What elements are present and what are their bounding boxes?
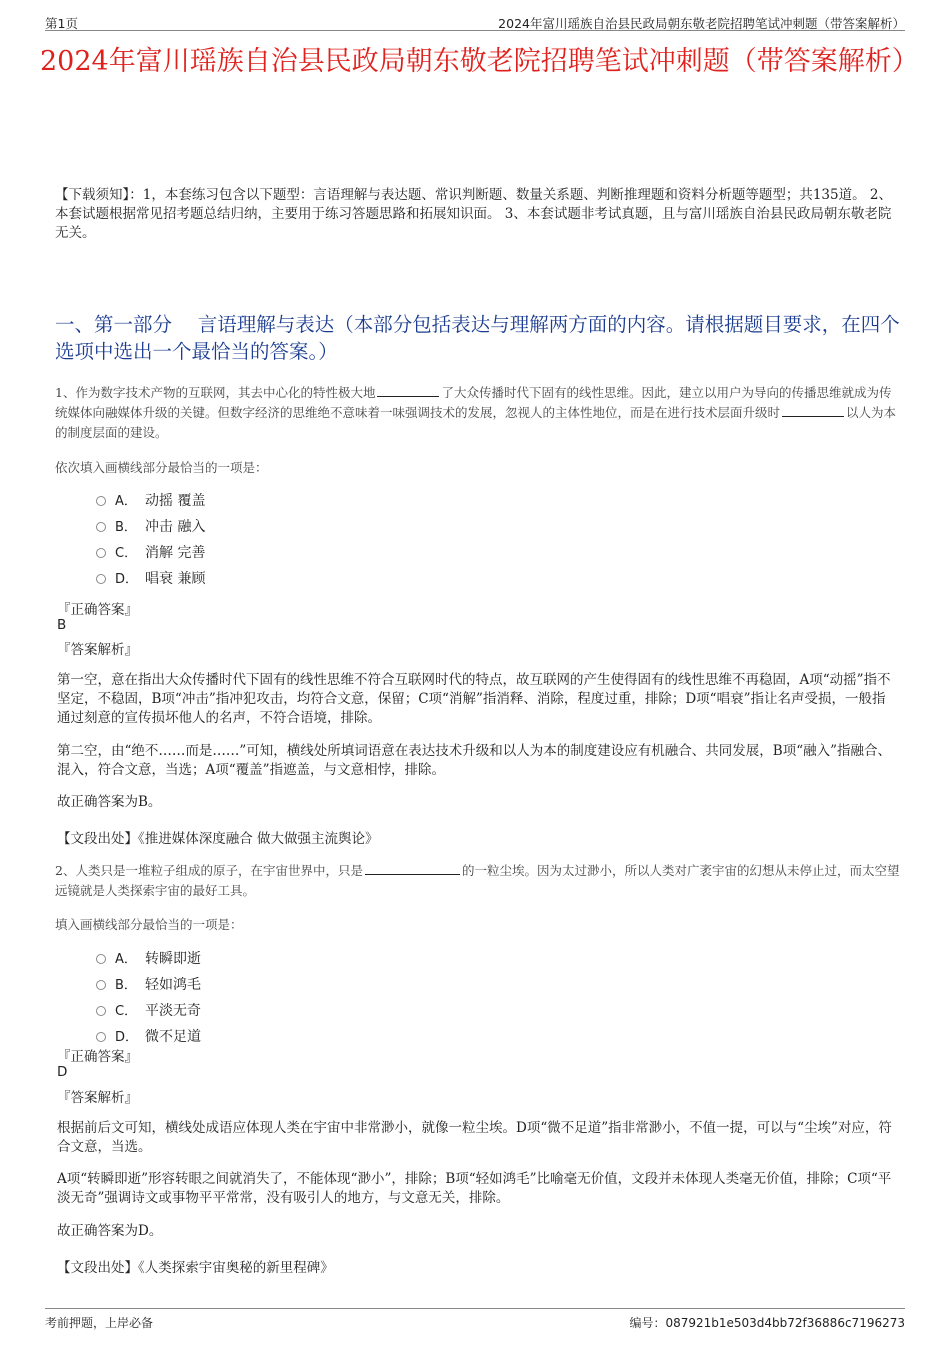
q2-option-b[interactable]: B． 轻如鸿毛 (96, 975, 201, 995)
q2-analysis-label: 『答案解析』 (57, 1090, 138, 1106)
q2-analysis-conclusion: 故正确答案为D。 (57, 1223, 163, 1239)
q1-option-a[interactable]: A． 动摇 覆盖 (96, 491, 205, 511)
page-number: 第1页 (45, 16, 78, 31)
radio-icon[interactable] (96, 980, 106, 990)
radio-icon[interactable] (96, 574, 106, 584)
question-1-stem (55, 383, 900, 443)
q1-stem-part-b: 了大众传播时代下固有的线性思维。因此，建立以用户为导向的传播思维就成为传统媒体向融媒体升级的关键。但数字经济的思维绝不意味着一味强调技术的发展，忽视人的主体性地位，而是在进行技术层面升级时 (55, 385, 892, 420)
q1-stem-part-a: 1、作为数字技术产物的互联网，其去中心化的特性极大地 (55, 385, 376, 400)
q2-analysis-para-1: 根据前后文可知，横线处成语应体现人类在宇宙中非常渺小，就像一粒尘埃。D项“微不足道”指非常渺小，不值一提，可以与“尘埃”对应，符合文意，当选。 (57, 1120, 892, 1155)
radio-icon[interactable] (96, 1006, 106, 1016)
radio-icon[interactable] (96, 954, 106, 964)
header-title: 2024年富川瑶族自治县民政局朝东敬老院招聘笔试冲刺题（带答案解析） (498, 16, 905, 31)
radio-icon[interactable] (96, 496, 106, 506)
q2-option-c[interactable]: C． 平淡无奇 (96, 1001, 201, 1021)
radio-icon[interactable] (96, 1032, 106, 1042)
q1-analysis-para-1: 第一空，意在指出大众传播时代下固有的线性思维不符合互联网时代的特点，故互联网的产生使得固有的线性思维不再稳固，A项“动摇”指不坚定，不稳固，B项“冲击”指冲犯攻击，均符合文意，保留；C项“消解”指消释、消除，程度过重，排除；D项“唱衰”指让名声受损，一般指通过刻意的宣传损坏他人的名声，不符合语境，排除。 (57, 672, 891, 726)
footer-serial: 编号：087921b1e503d4bb72f36886c7196273 (629, 1316, 905, 1330)
q2-stem-part-b: 的一粒尘埃。因为太过渺小，所以人类对广袤宇宙的幻想从未停止过，而太空望远镜就是人类探索宇宙的最好工具。 (55, 863, 900, 898)
download-notice: 【下载须知】：1，本套练习包含以下题型：言语理解与表达题、常识判断题、数量关系题、判断推理题和资料分析题等题型；共135道。 2、本套试题根据常见招考题总结归纳，主要用于练习答题思路和拓展知识面。 3、本套试题非考试真题，且与富川瑶族自治县民政局朝东敬老院无关。 (55, 187, 892, 241)
page-footer (45, 1308, 905, 1331)
q1-blank-2 (782, 404, 844, 417)
q1-option-b[interactable]: B． 冲击 融入 (96, 517, 205, 537)
q2-option-a[interactable]: A． 转瞬即逝 (96, 949, 201, 969)
q2-analysis-para-2: A项“转瞬即逝”形容转眼之间就消失了，不能体现“渺小”，排除；B项“轻如鸿毛”比喻毫无价值，文段并未体现人类毫无价值，排除；C项“平淡无奇”强调诗文或事物平平常常，没有吸引人的地方，与文意无关，排除。 (57, 1171, 892, 1206)
q2-option-d[interactable]: D． 微不足道 (96, 1027, 201, 1047)
q1-option-c[interactable]: C． 消解 完善 (96, 543, 205, 563)
q2-answer-value: D (57, 1064, 68, 1080)
page-header (45, 12, 905, 31)
q1-analysis-para-2: 第二空，由“绝不……而是……”可知，横线处所填词语意在表达技术升级和以人为本的制度建设应有机融合、共同发展，B项“融入”指融合、混入，符合文意，当选；A项“覆盖”指遮盖，与文意相悖，排除。 (57, 743, 892, 778)
q1-answer-label: 『正确答案』 (57, 602, 138, 618)
document-title: 2024年富川瑶族自治县民政局朝东敬老院招聘笔试冲刺题（带答案解析） (40, 46, 919, 77)
question-2-stem (55, 861, 900, 901)
q2-blank-1 (365, 862, 460, 875)
radio-icon[interactable] (96, 522, 106, 532)
q2-prompt: 填入画横线部分最恰当的一项是： (55, 917, 243, 932)
footer-slogan: 考前押题，上岸必备 (45, 1316, 154, 1330)
q1-stem-part-c: 以人为本的制度层面的建设。 (55, 405, 897, 440)
q2-stem-part-a: 2、人类只是一堆粒子组成的原子，在宇宙世界中，只是 (55, 863, 363, 878)
section-heading: 一、第一部分 言语理解与表达（本部分包括表达与理解两方面的内容。请根据题目要求，在四个选项中选出一个最恰当的答案。） (55, 313, 900, 363)
radio-icon[interactable] (96, 548, 106, 558)
q1-source: 【文段出处】《推进媒体深度融合 做大做强主流舆论》 (57, 831, 379, 847)
q2-source: 【文段出处】《人类探索宇宙奥秘的新里程碑》 (57, 1260, 334, 1276)
q1-answer-value: B (57, 617, 67, 633)
q1-option-d[interactable]: D． 唱衰 兼顾 (96, 569, 205, 589)
q1-prompt: 依次填入画横线部分最恰当的一项是： (55, 460, 268, 475)
q2-answer-label: 『正确答案』 (57, 1049, 138, 1065)
q1-blank-1 (377, 384, 439, 397)
q1-analysis-conclusion: 故正确答案为B。 (57, 794, 162, 810)
q1-analysis-label: 『答案解析』 (57, 642, 138, 658)
